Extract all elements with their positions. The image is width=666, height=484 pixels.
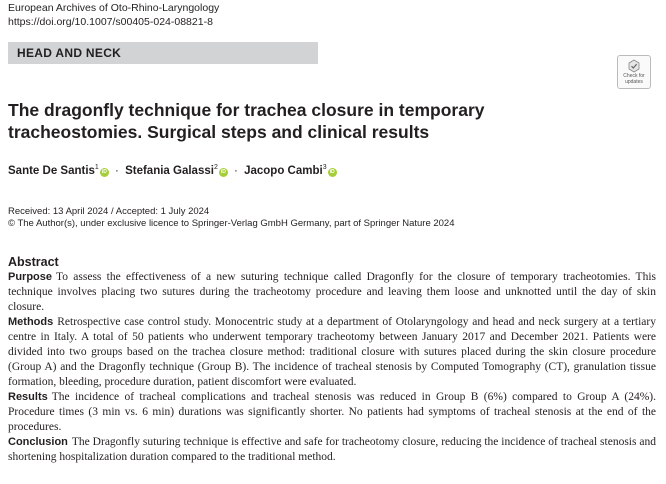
copyright-notice: © The Author(s), under exclusive licence to Springer-Verlag GmbH Germany, part of Springer Nature 2024 [8, 218, 455, 229]
author-separator: · [234, 165, 238, 177]
author-list [8, 164, 337, 177]
check-for-updates-badge[interactable] [617, 55, 651, 89]
abstract-label: Results [8, 391, 48, 403]
check-for-updates-label: Check for updates [623, 73, 645, 85]
abstract [8, 255, 656, 465]
orcid-icon[interactable]: iD [101, 169, 107, 175]
affiliation-marker: 2 [213, 164, 218, 171]
abstract-heading: Abstract [8, 255, 59, 269]
abstract-label: Purpose [8, 271, 53, 283]
section-label: HEAD AND NECK [8, 42, 318, 64]
abstract-text: To assess the effectiveness of a new suturing technique called Dragonfly for the closure of temporary tracheotomies. This technique involves placing two sutures during the tracheotomy procedure and leaving them loose and unknotted until the day of skin closure. [8, 271, 656, 313]
received-accepted-dates: Received: 13 April 2024 / Accepted: 1 July 2024 [8, 206, 210, 217]
check-for-updates-icon [627, 59, 641, 73]
abstract-text: The incidence of tracheal complications and tracheal stenosis was reduced in Group B (6%) compared to Group A (24%). Procedure times (3 min vs. 6 min) durations was significantly shorter. No patients had symptoms of tracheal stenosis at the end of the procedures. [8, 391, 656, 433]
abstract-methods [8, 315, 656, 390]
abstract-label: Methods [8, 316, 54, 328]
journal-name: European Archives of Oto-Rhino-Laryngology [8, 2, 220, 14]
abstract-label: Conclusion [8, 436, 68, 448]
journal-header [8, 2, 219, 29]
abstract-results [8, 390, 656, 435]
article-title: The dragonfly technique for trachea closure in temporary tracheostomies. Surgical steps and clinical results [8, 100, 485, 142]
abstract-conclusion [8, 435, 656, 465]
affiliation-marker: 3 [322, 164, 327, 171]
abstract-text: The Dragonfly suturing technique is effective and safe for tracheotomy closure, reducing the incidence of tracheal stenosis and shortening hospitalization duration compared to the traditional method. [8, 436, 656, 463]
publication-dates [8, 206, 455, 230]
orcid-icon[interactable]: iD [329, 169, 335, 175]
orcid-icon[interactable]: iD [220, 169, 226, 175]
author-name[interactable]: Jacopo Cambi [244, 165, 323, 177]
author-separator: · [115, 165, 119, 177]
author-name[interactable]: Stefania Galassi [125, 165, 214, 177]
abstract-text: Retrospective case control study. Monocentric study at a department of Otolaryngology and head and neck surgery at a tertiary centre in Italy. A total of 50 patients who underwent temporary tracheotomy between January 2017 and December 2021. Patients were divided into two groups based on the trachea closure method: traditional closure with sutures placed during the skin closure procedure (Group A) and the Dragonfly technique (Group B). The incidence of tracheal stenosis by Computed Tomography (CT), granulation tissue formation, bleeding, procedure duration, patient discomfort were evaluated. [8, 316, 656, 388]
author-name[interactable]: Sante De Santis [8, 165, 95, 177]
abstract-purpose [8, 270, 656, 315]
doi-link[interactable]: https://doi.org/10.1007/s00405-024-08821-8 [8, 15, 213, 28]
affiliation-marker: 1 [94, 164, 99, 171]
